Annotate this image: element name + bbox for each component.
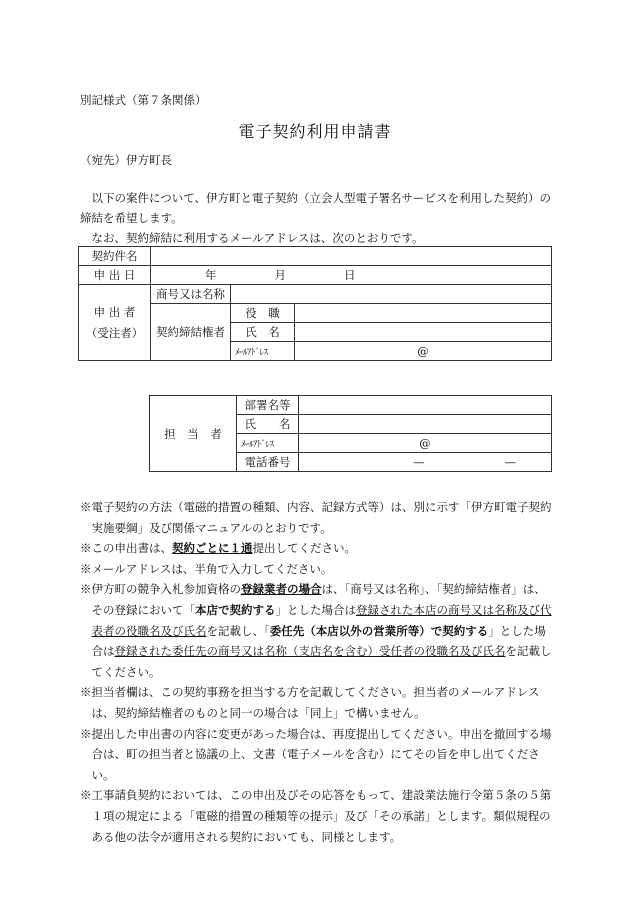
contact-email-field[interactable] xyxy=(299,434,552,453)
contact-name-field[interactable] xyxy=(299,415,552,434)
addressee: （宛先）伊方町長 xyxy=(80,153,172,167)
note4-h: 委任先（本店以外の営業所等）で契約する xyxy=(269,623,489,638)
signer-name-label: 氏 名 xyxy=(231,323,295,342)
signer-email-field[interactable] xyxy=(295,342,552,361)
signer-name-field[interactable] xyxy=(295,323,552,342)
note4-d: 本店で契約する xyxy=(195,602,276,617)
note-registered-vendor xyxy=(80,579,555,682)
company-field[interactable] xyxy=(231,285,552,304)
note-halfwidth: ※メールアドレスは、半角で入力してください。 xyxy=(80,561,333,576)
note4-c: は、「商号又は名称」、「契約締結権者」は、その登録において「 xyxy=(91,582,546,617)
note2-emphasis: 契約ごとに１通 xyxy=(172,541,253,556)
intro-line-2: なお、契約締結に利用するメールアドレスは、次のとおりです。 xyxy=(91,231,424,245)
note4-g: を記載し、「 xyxy=(206,623,270,638)
signer-email-label: ﾒｰﾙｱﾄﾞﾚｽ xyxy=(231,342,295,361)
note4-e: 」とした場合は xyxy=(275,602,356,617)
phone-dash-1: — xyxy=(413,455,425,469)
note2-text-a: ※この申出書は、 xyxy=(80,541,172,556)
contract-name-label: 契約件名 xyxy=(79,247,151,266)
contact-phone-label: 電話番号 xyxy=(237,453,299,472)
note4-a: ※伊方町の競争入札参加資格の xyxy=(80,582,241,597)
contact-person-table xyxy=(149,395,552,472)
date-month-label: 月 xyxy=(274,268,286,282)
contact-email-label: ﾒｰﾙｱﾄﾞﾚｽ xyxy=(237,434,299,453)
apply-date-field[interactable] xyxy=(151,266,552,285)
company-label: 商号又は名称 xyxy=(151,285,231,304)
contract-name-field[interactable] xyxy=(151,247,552,266)
note-one-per-contract xyxy=(80,538,555,559)
contact-dept-field[interactable] xyxy=(299,396,552,415)
contact-phone-field[interactable] xyxy=(299,453,552,472)
applicant-sub-label: （受注者） xyxy=(85,325,144,340)
note4-k: を記載してください。 xyxy=(91,644,552,679)
signer-email-at: @ xyxy=(417,344,429,358)
contact-email-at: @ xyxy=(419,436,431,450)
notes-section xyxy=(80,497,555,847)
note-construction: ※工事請負契約においては、この申出及びその応答をもって、建設業法施行令第５条の５第１項の規定による「電磁的措置の種類等の提示」及び「その承諾」とします。類似規程のある他の法令が適用される契約においても、同様とします。 xyxy=(80,788,552,844)
note4-b: 登録業者の場合 xyxy=(241,582,322,597)
applicant-label: 申 出 者 xyxy=(93,304,136,319)
intro-text xyxy=(80,188,555,248)
intro-line-1: 以下の案件について、伊方町と電子契約（立会人型電子署名サービスを利用した契約）の締結を希望します。 xyxy=(80,191,552,225)
note-contact-person: ※担当者欄は、この契約事務を担当する方を記載してください。担当者のメールアドレスは、契約締結権者のものと同一の場合は「同上」で構いません。 xyxy=(80,685,540,720)
note-method: ※電子契約の方法（電磁的措置の種類、内容、記録方式等）は、別に示す「伊方町電子契約実施要綱」及び関係マニュアルのとおりです。 xyxy=(80,500,552,535)
note4-i: 」とした場合は xyxy=(91,623,546,659)
note-changes: ※提出した申出書の内容に変更があった場合は、再度提出してください。申出を撤回する場合は、町の担当者と協議の上、文書（電子メールを含む）にてその旨を申し出てください。 xyxy=(80,726,552,782)
date-year-label: 年 xyxy=(205,268,217,282)
note2-text-c: 提出してください。 xyxy=(252,541,356,556)
signer-position-field[interactable] xyxy=(295,304,552,323)
application-form-table xyxy=(78,246,552,361)
contact-label: 担 当 者 xyxy=(150,396,237,472)
signer-position-label: 役 職 xyxy=(231,304,295,323)
applicant-label-cell xyxy=(79,285,151,361)
contact-dept-label: 部署名等 xyxy=(237,396,299,415)
contact-name-label: 氏 名 xyxy=(237,415,299,434)
apply-date-label: 申 出 日 xyxy=(79,266,151,285)
phone-dash-2: — xyxy=(504,455,516,469)
page-title: 電子契約利用申請書 xyxy=(238,122,392,141)
form-style-label: 別記様式（第７条関係） xyxy=(80,93,207,107)
note4-j: 登録された委任先の商号又は名称（支店名を含む）受任者の役職名及び氏名 xyxy=(114,644,506,659)
note4-f: 登録された本店の商号又は名称及び代表者の役職名及び氏名 xyxy=(91,602,552,638)
date-day-label: 日 xyxy=(344,268,356,282)
signer-label: 契約締結権者 xyxy=(151,304,231,361)
